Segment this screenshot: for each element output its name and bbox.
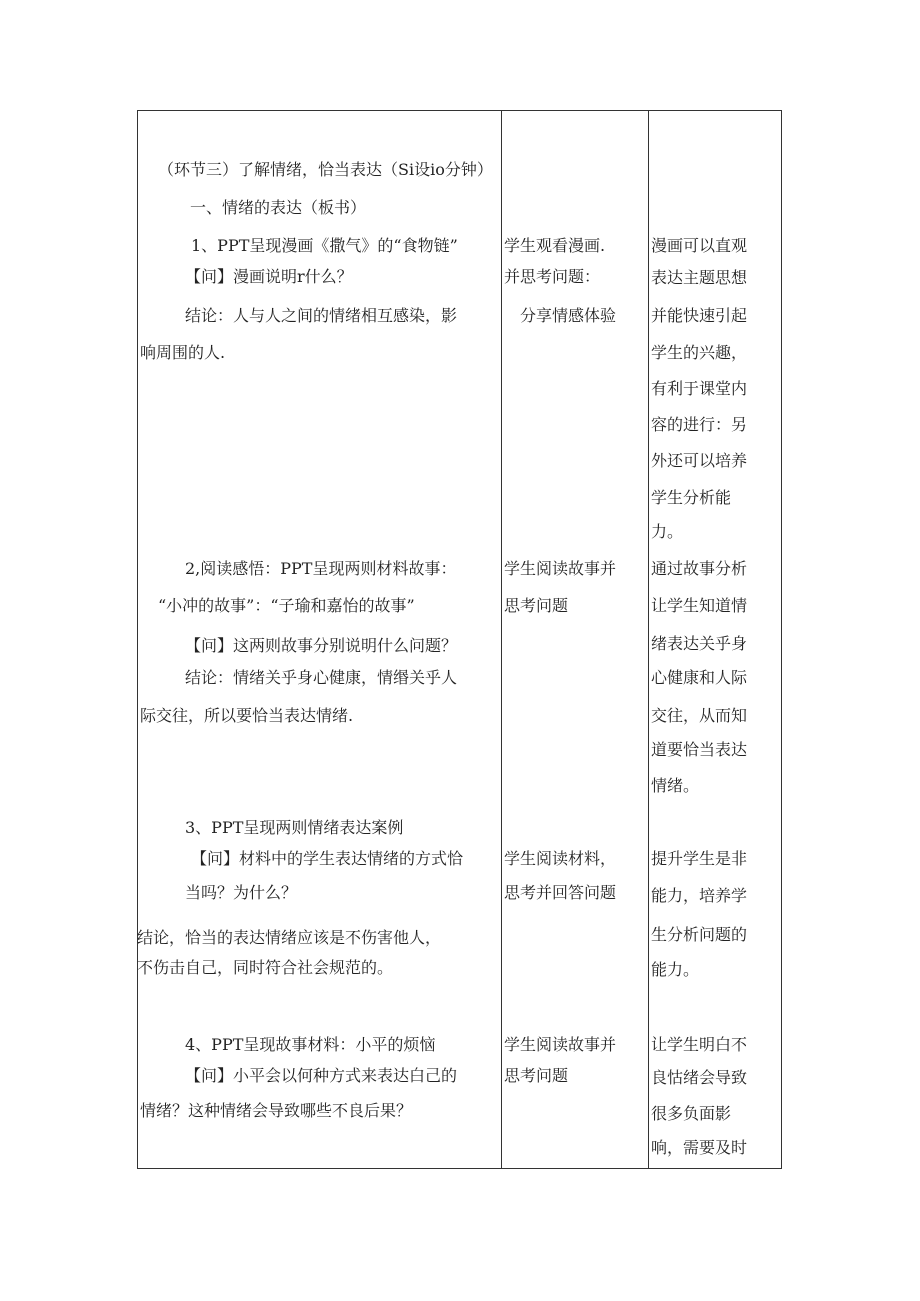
intent1-line1: 漫画可以直观 (651, 236, 748, 255)
intent4-line3: 很多负面影 (651, 1104, 732, 1123)
intent2-line5: 交往，从而知 (651, 706, 748, 725)
intent3-line1: 提升学生是非 (651, 849, 748, 868)
item3-conclusion-line1: 结论，恰当的表达情绪应该是不伤害他人， (137, 928, 442, 947)
intent2-line7: 情绪。 (651, 776, 700, 795)
intent4-line4: 响，需要及时 (651, 1138, 748, 1157)
intent2-line1: 通过故事分析 (651, 559, 748, 578)
intent1-line9: 力。 (651, 522, 684, 541)
intent2-line4: 心健康和人际 (651, 668, 748, 687)
intent2-line2: 让学生知道情 (651, 596, 748, 615)
intent1-line7: 外还可以培养 (651, 451, 748, 470)
intent3-line3: 生分析问题的 (651, 925, 748, 944)
activity1-line1: 学生观看漫画. (504, 236, 606, 255)
item4-title: 4、PPT呈现故事材料：小平的烦恼 (185, 1035, 436, 1054)
item1-title: 1、PPT呈现漫画《撒气》的“食物链” (191, 236, 458, 255)
item3-title: 3、PPT呈现两则情绪表达案例 (185, 818, 404, 837)
intent1-line4: 学生的兴趣， (651, 343, 748, 362)
item1-conclusion-line2: 响周围的人. (140, 343, 226, 362)
intent1-line8: 学生分析能 (651, 488, 732, 507)
intent1-line3: 并能快速引起 (651, 306, 748, 325)
item4-question-line1: 【问】小平会以何种方式来表达白己的 (185, 1066, 458, 1085)
intent2-line3: 绪表达关乎身 (651, 634, 748, 653)
intent1-line6: 容的进行：另 (651, 415, 748, 434)
item2-stories: “小冲的故事”：“子瑜和嘉怡的故事” (158, 596, 415, 615)
activity2-line2: 思考问题 (504, 596, 569, 615)
item2-conclusion-line2: 际交往，所以要恰当表达情绪. (140, 706, 354, 725)
section-header: （环节三）了解情绪，恰当表达（Si设io分钟） (158, 160, 493, 179)
activity2-line1: 学生阅读故事并 (504, 559, 617, 578)
item3-question-line1: 【问】材料中的学生表达情绪的方式恰 (191, 849, 464, 868)
item2-conclusion-line1: 结论：情绪关乎身心健康，情缗关乎人 (185, 668, 458, 687)
intent4-line2: 良怙绪会导致 (651, 1068, 748, 1087)
activity3-line1: 学生阅读材料， (504, 849, 617, 868)
intent3-line2: 能力，培养学 (651, 886, 748, 905)
intent4-line1: 让学生明白不 (651, 1035, 748, 1054)
activity4-line2: 思考问题 (504, 1066, 569, 1085)
item1-question: 【问】漫画说明r什么？ (185, 267, 353, 286)
item4-question-line2: 情绪？这种情绪会导致哪些不良后果？ (140, 1101, 413, 1120)
item2-question: 【问】这两则故事分别说明什么问题？ (185, 636, 458, 655)
item2-title: 2,阅读感悟：PPT呈现两则材料故事： (185, 559, 457, 578)
activity1-line3: 分享情感体验 (520, 306, 617, 325)
item3-question-line2: 当吗？为什么？ (185, 883, 298, 902)
section-subtitle: 一、情绪的表达（板书） (190, 198, 367, 217)
column-divider-1 (501, 111, 502, 1168)
activity3-line2: 思考并回答问题 (504, 883, 617, 902)
column-divider-2 (648, 111, 649, 1168)
activity4-line1: 学生阅读故事并 (504, 1035, 617, 1054)
intent3-line4: 能力。 (651, 960, 700, 979)
intent2-line6: 道要恰当表达 (651, 740, 748, 759)
intent1-line2: 表达主题思想 (651, 268, 748, 287)
activity1-line2: 并思考问题： (504, 267, 601, 286)
item1-conclusion-line1: 结论：人与人之间的情绪相互感染，影 (185, 306, 458, 325)
intent1-line5: 有利于课堂内 (651, 379, 748, 398)
item3-conclusion-line2: 不伤击自己，同时符合社会规范的。 (137, 958, 394, 977)
